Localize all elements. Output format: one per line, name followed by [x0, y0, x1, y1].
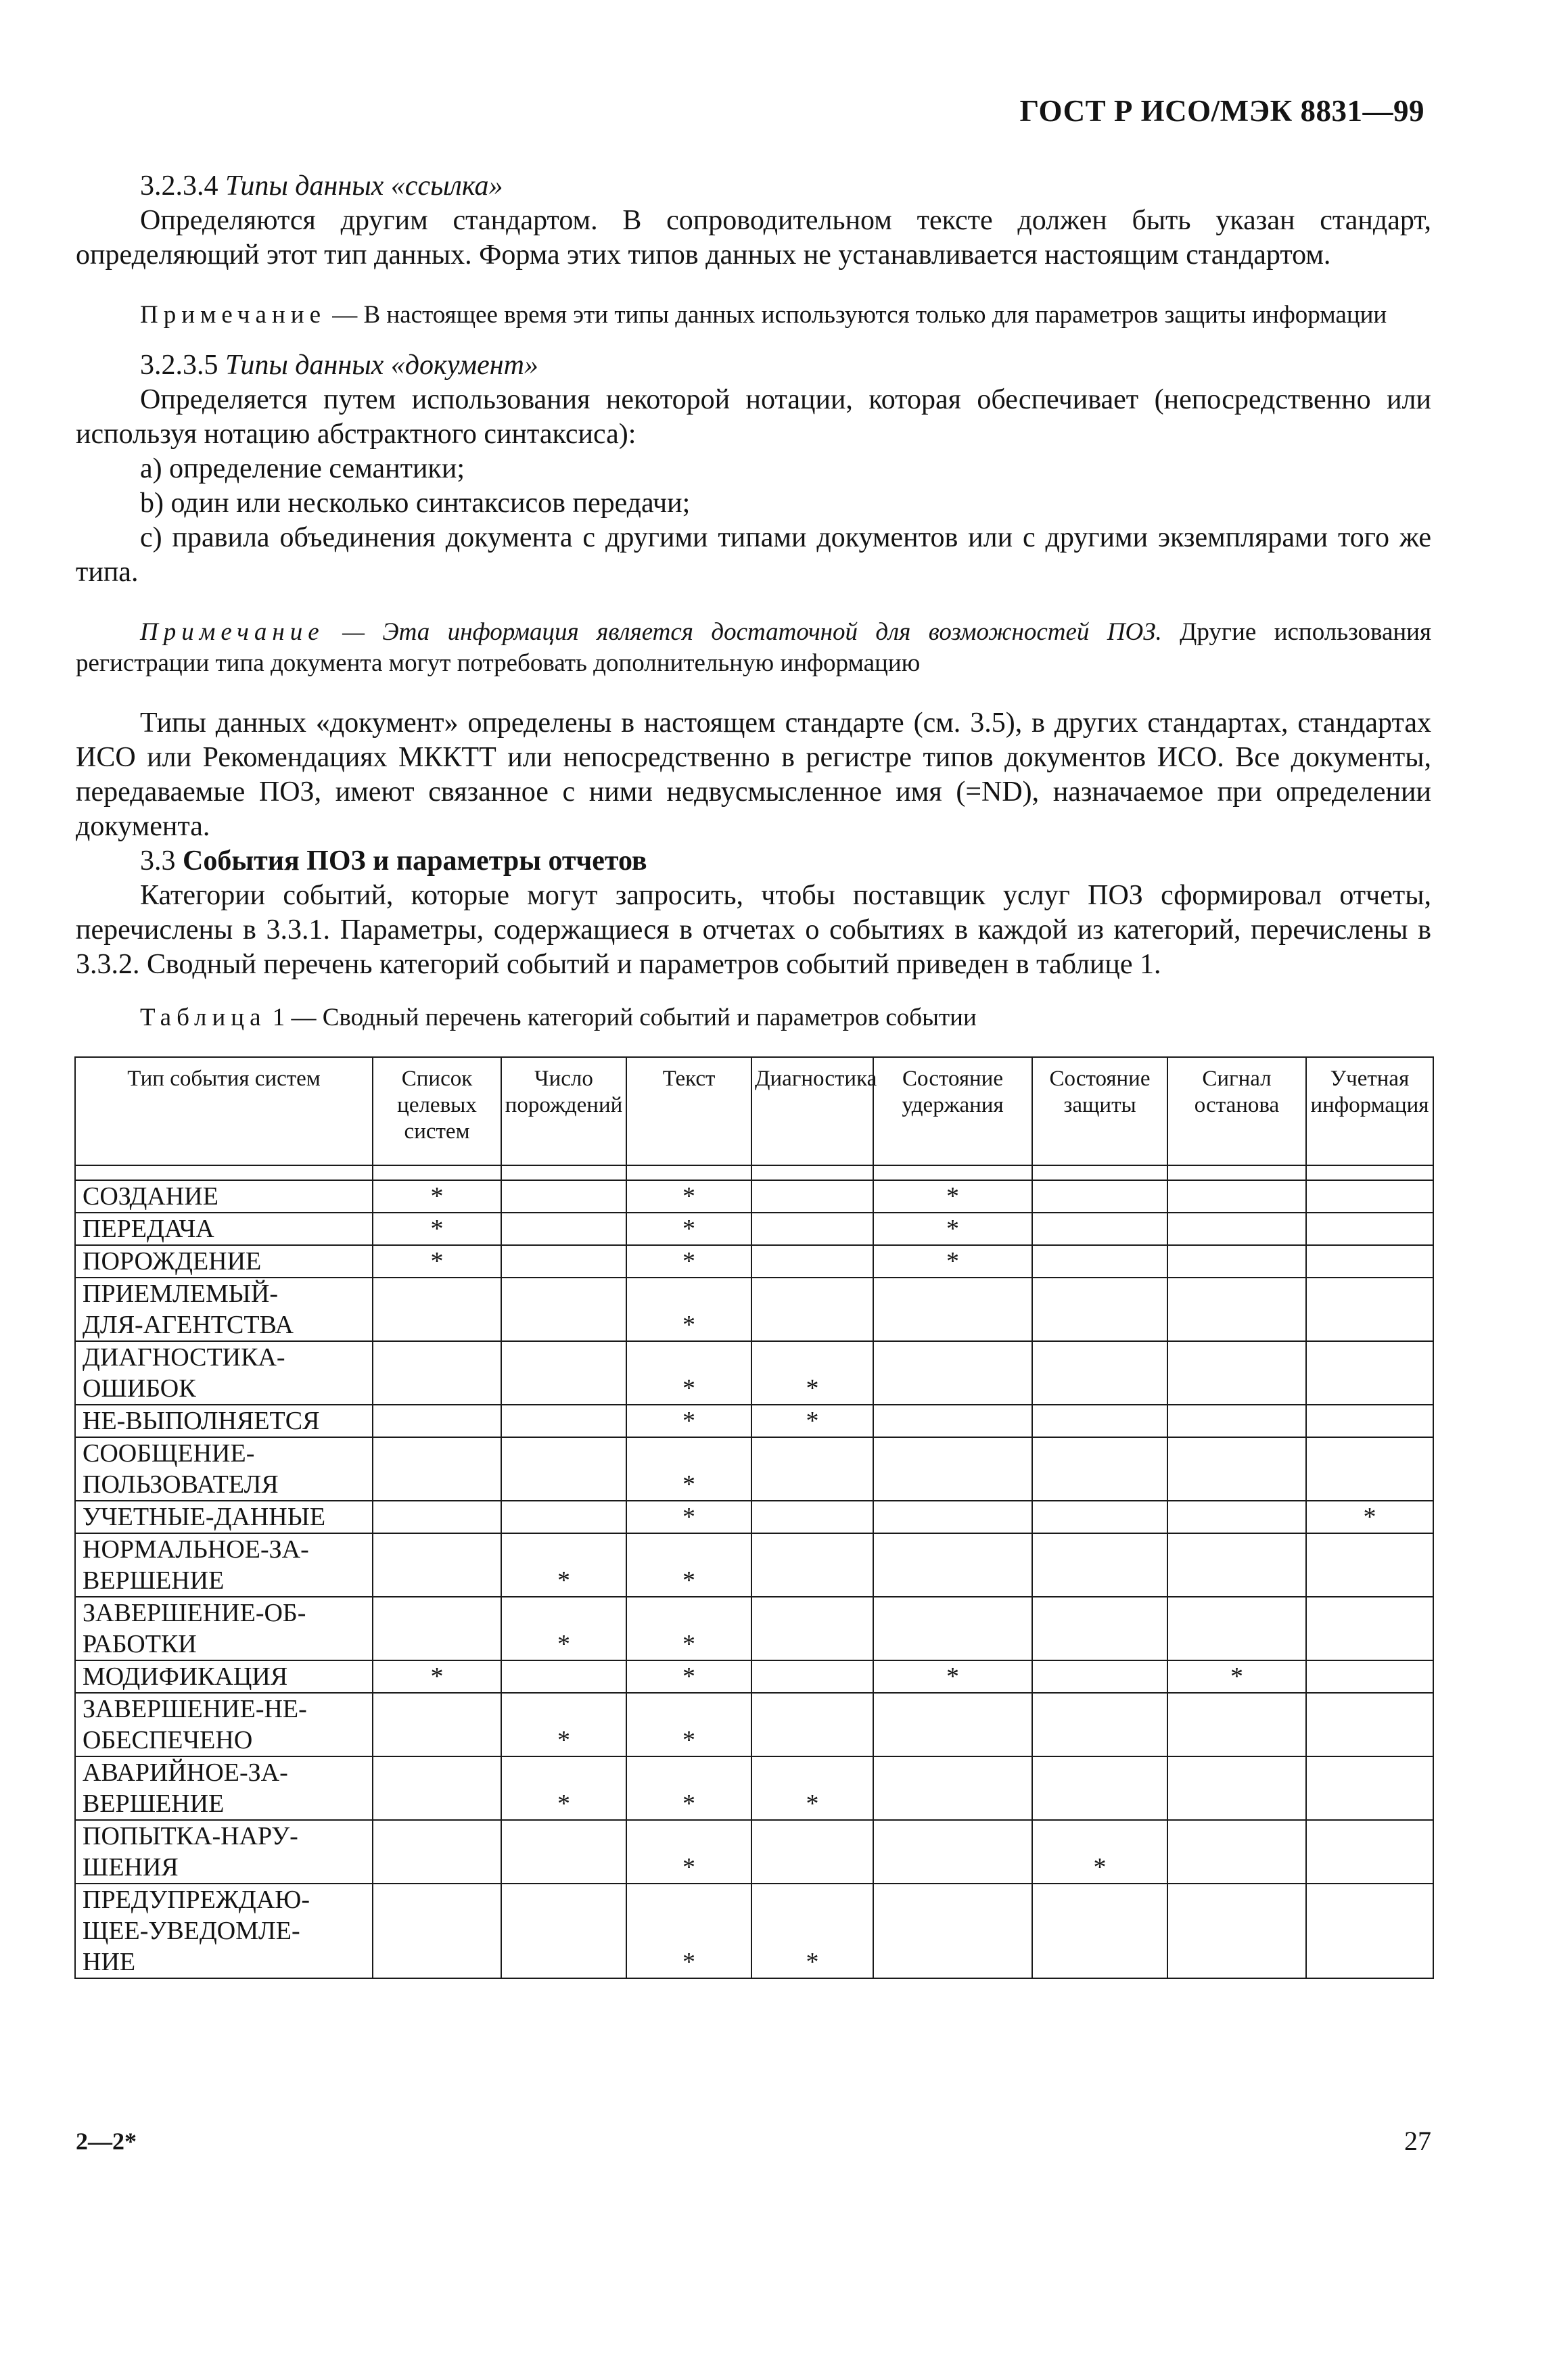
event-type-line: ОШИБОК	[83, 1374, 196, 1403]
table-spacer-row	[75, 1165, 1433, 1180]
parameter-mark-cell: *	[626, 1660, 751, 1693]
table-row	[75, 1597, 1433, 1660]
event-type-line: ВЕРШЕНИЕ	[83, 1566, 225, 1595]
table-row	[75, 1213, 1433, 1245]
event-type-line: ПРИЕМЛЕМЫЙ-	[83, 1280, 279, 1308]
parameter-mark-cell: *	[873, 1660, 1032, 1693]
spacer-cell	[501, 1165, 626, 1180]
parameter-mark-cell	[373, 1278, 501, 1341]
parameter-mark-cell: *	[373, 1213, 501, 1245]
parameter-mark-cell: *	[626, 1533, 751, 1597]
column-header: Диагностика	[751, 1057, 873, 1165]
section-3-2-3-4-body: Определяются другим стандартом. В сопроводительном тексте должен быть указан стандарт, определяющий этот тип данных. Форма этих типов данных не устанавливается настоящим стандартом.	[76, 205, 1431, 271]
note-italic-text: — Эта информация является достаточной для возможностей ПОЗ.	[324, 618, 1162, 646]
document-header: ГОСТ Р ИСО/МЭК 8831—99	[1019, 94, 1424, 128]
event-type-line: НОРМАЛЬНОЕ-ЗА-	[83, 1535, 309, 1564]
parameter-mark-cell	[1306, 1341, 1433, 1405]
spacer-cell	[1306, 1165, 1433, 1180]
spacer-cell	[1032, 1165, 1167, 1180]
parameter-mark-cell	[873, 1756, 1032, 1820]
parameter-mark-cell	[1032, 1278, 1167, 1341]
event-type-cell	[75, 1341, 373, 1405]
table-row	[75, 1820, 1433, 1884]
note-text: — В настоящее время эти типы данных используются только для параметров защиты информации	[326, 301, 1387, 329]
table-row	[75, 1405, 1433, 1437]
event-type-line: ДИАГНОСТИКА-	[83, 1343, 285, 1372]
parameter-mark-cell	[1167, 1820, 1306, 1884]
event-type-cell	[75, 1597, 373, 1660]
parameter-mark-cell	[873, 1693, 1032, 1756]
section-title: Типы данных «ссылка»	[225, 170, 503, 202]
parameter-mark-cell	[1167, 1341, 1306, 1405]
table-row	[75, 1245, 1433, 1278]
parameter-mark-cell	[1032, 1660, 1167, 1693]
section-number: 3.3	[140, 845, 176, 877]
parameter-mark-cell	[1167, 1245, 1306, 1278]
parameter-mark-cell	[873, 1501, 1032, 1533]
parameter-mark-cell	[1167, 1278, 1306, 1341]
parameter-mark-cell	[1167, 1884, 1306, 1978]
parameter-mark-cell	[751, 1245, 873, 1278]
section-title: Типы данных «документ»	[225, 350, 538, 381]
parameter-mark-cell: *	[1032, 1820, 1167, 1884]
parameter-mark-cell: *	[501, 1597, 626, 1660]
column-header: Тип события систем	[75, 1057, 373, 1165]
parameter-mark-cell	[1167, 1501, 1306, 1533]
event-type-cell	[75, 1660, 373, 1693]
parameter-mark-cell	[1306, 1437, 1433, 1501]
table-row	[75, 1884, 1433, 1978]
list-item-a: a) определение семантики;	[140, 453, 465, 484]
table-row	[75, 1180, 1433, 1213]
parameter-mark-cell	[1032, 1180, 1167, 1213]
event-type-line: НЕ-ВЫПОЛНЯЕТСЯ	[83, 1407, 320, 1435]
parameter-mark-cell	[751, 1213, 873, 1245]
document-types-paragraph: Типы данных «документ» определены в настоящем стандарте (см. 3.5), в других стандартах, стандартах ИСО или Рекомендациях МККТТ или непосредственно в регистре типов документов ИСО. Все документы, передаваемые ПОЗ, имеют связанное с ними недвусмысленное имя (=ND), назначаемое при определении документа.	[76, 707, 1431, 842]
event-type-line: ПОПЫТКА-НАРУ-	[83, 1822, 298, 1850]
spacer-cell	[1167, 1165, 1306, 1180]
section-3-2-3-5-heading	[76, 348, 1431, 383]
parameter-mark-cell	[1032, 1405, 1167, 1437]
parameter-mark-cell	[1306, 1213, 1433, 1245]
list-item-c: c) правила объединения документа с другими типами документов или с другими экземплярами того же типа.	[76, 522, 1431, 588]
table-caption-text: 1 — Сводный перечень категорий событий и параметров событии	[266, 1004, 977, 1031]
parameter-mark-cell	[751, 1693, 873, 1756]
section-3-3-heading	[76, 844, 1431, 879]
section-number: 3.2.3.4	[140, 170, 218, 202]
parameter-mark-cell	[373, 1341, 501, 1405]
note-text: Другие использования регистрации типа документа могут потребовать дополнительную информацию	[76, 618, 1431, 677]
event-type-cell	[75, 1405, 373, 1437]
event-type-line: АВАРИЙНОЕ-ЗА-	[83, 1758, 288, 1787]
parameter-mark-cell	[1032, 1693, 1167, 1756]
event-type-line: ПОРОЖДЕНИЕ	[83, 1247, 262, 1276]
parameter-mark-cell	[1167, 1437, 1306, 1501]
parameter-mark-cell: *	[626, 1341, 751, 1405]
parameter-mark-cell	[1032, 1756, 1167, 1820]
event-type-cell	[75, 1693, 373, 1756]
event-type-line: ПОЛЬЗОВАТЕЛЯ	[83, 1470, 279, 1499]
table-caption	[76, 1002, 1431, 1033]
list-item-b: b) один или несколько синтаксисов передачи;	[140, 488, 691, 519]
table-row	[75, 1533, 1433, 1597]
parameter-mark-cell	[751, 1278, 873, 1341]
parameter-mark-cell	[373, 1884, 501, 1978]
parameter-mark-cell	[501, 1660, 626, 1693]
section-3-3-body: Категории событий, которые могут запросить, чтобы поставщик услуг ПОЗ сформировал отчеты, перечислены в 3.3.1. Параметры, содержащиеся в отчетах о событиях в каждой из категорий, перечислены в 3.3.2. Сводный перечень категорий событий и параметров событий приведен в таблице 1.	[76, 880, 1431, 980]
event-type-line: ЩЕЕ-УВЕДОМЛЕ-	[83, 1917, 300, 1945]
column-header: Состояние удержания	[873, 1057, 1032, 1165]
parameter-mark-cell	[1032, 1437, 1167, 1501]
parameter-mark-cell	[1167, 1180, 1306, 1213]
event-type-line: ДЛЯ-АГЕНТСТВА	[83, 1311, 294, 1339]
parameter-mark-cell: *	[751, 1884, 873, 1978]
parameter-mark-cell: *	[626, 1501, 751, 1533]
note-label: Примечание	[140, 618, 325, 646]
event-type-cell	[75, 1756, 373, 1820]
parameter-mark-cell	[373, 1533, 501, 1597]
parameter-mark-cell	[501, 1278, 626, 1341]
parameter-mark-cell: *	[873, 1213, 1032, 1245]
event-type-line: РАБОТКИ	[83, 1630, 197, 1658]
parameter-mark-cell	[751, 1597, 873, 1660]
parameter-mark-cell: *	[373, 1660, 501, 1693]
parameter-mark-cell	[373, 1693, 501, 1756]
event-type-cell	[75, 1278, 373, 1341]
table-row	[75, 1660, 1433, 1693]
parameter-mark-cell	[1032, 1501, 1167, 1533]
table-row	[75, 1693, 1433, 1756]
parameter-mark-cell: *	[751, 1756, 873, 1820]
parameter-mark-cell	[873, 1437, 1032, 1501]
parameter-mark-cell	[873, 1820, 1032, 1884]
parameter-mark-cell	[751, 1533, 873, 1597]
parameter-mark-cell	[501, 1245, 626, 1278]
parameter-mark-cell	[1167, 1756, 1306, 1820]
column-header: Состояние защиты	[1032, 1057, 1167, 1165]
parameter-mark-cell	[1167, 1213, 1306, 1245]
parameter-mark-cell	[1167, 1533, 1306, 1597]
parameter-mark-cell: *	[626, 1245, 751, 1278]
event-type-line: ОБЕСПЕЧЕНО	[83, 1726, 253, 1754]
table-row	[75, 1437, 1433, 1501]
parameter-mark-cell	[873, 1597, 1032, 1660]
section-number: 3.2.3.5	[140, 350, 218, 381]
parameter-mark-cell	[751, 1180, 873, 1213]
page-number: 27	[1404, 2126, 1431, 2156]
parameter-mark-cell: *	[1306, 1501, 1433, 1533]
event-type-line: ЗАВЕРШЕНИЕ-НЕ-	[83, 1695, 307, 1723]
parameter-mark-cell: *	[626, 1820, 751, 1884]
event-type-cell	[75, 1820, 373, 1884]
parameter-mark-cell: *	[501, 1693, 626, 1756]
footer-sheet-mark: 2—2*	[76, 2128, 137, 2155]
spacer-cell	[75, 1165, 373, 1180]
parameter-mark-cell	[873, 1533, 1032, 1597]
spacer-cell	[626, 1165, 751, 1180]
parameter-mark-cell	[873, 1278, 1032, 1341]
parameter-mark-cell: *	[751, 1405, 873, 1437]
parameter-mark-cell: *	[873, 1180, 1032, 1213]
parameter-mark-cell	[373, 1405, 501, 1437]
parameter-mark-cell	[501, 1884, 626, 1978]
column-header: Текст	[626, 1057, 751, 1165]
parameter-mark-cell	[873, 1341, 1032, 1405]
parameter-mark-cell	[501, 1501, 626, 1533]
parameter-mark-cell	[373, 1501, 501, 1533]
event-type-cell	[75, 1437, 373, 1501]
table-row	[75, 1278, 1433, 1341]
parameter-mark-cell	[501, 1180, 626, 1213]
parameter-mark-cell: *	[626, 1884, 751, 1978]
event-type-line: МОДИФИКАЦИЯ	[83, 1662, 288, 1691]
parameter-mark-cell: *	[626, 1278, 751, 1341]
table-header-row	[75, 1057, 1433, 1165]
parameter-mark-cell	[1306, 1180, 1433, 1213]
parameter-mark-cell	[1032, 1884, 1167, 1978]
events-summary-table	[74, 1056, 1434, 1979]
parameter-mark-cell	[373, 1437, 501, 1501]
parameter-mark-cell	[1306, 1405, 1433, 1437]
event-type-line: ШЕНИЯ	[83, 1853, 179, 1882]
table-caption-label: Таблица	[140, 1004, 266, 1031]
event-type-line: СОЗДАНИЕ	[83, 1182, 218, 1211]
parameter-mark-cell: *	[1167, 1660, 1306, 1693]
document-body	[76, 169, 1431, 1979]
parameter-mark-cell: *	[501, 1533, 626, 1597]
event-type-line: ПЕРЕДАЧА	[83, 1215, 214, 1243]
note-label: Примечание	[140, 301, 326, 329]
parameter-mark-cell	[1306, 1693, 1433, 1756]
parameter-mark-cell	[1306, 1756, 1433, 1820]
parameter-mark-cell	[1306, 1820, 1433, 1884]
parameter-mark-cell	[873, 1405, 1032, 1437]
parameter-mark-cell: *	[626, 1213, 751, 1245]
parameter-mark-cell	[501, 1213, 626, 1245]
parameter-mark-cell	[1032, 1341, 1167, 1405]
event-type-cell	[75, 1213, 373, 1245]
parameter-mark-cell: *	[626, 1597, 751, 1660]
parameter-mark-cell	[373, 1597, 501, 1660]
parameter-mark-cell	[1032, 1533, 1167, 1597]
note-1	[76, 300, 1431, 331]
parameter-mark-cell: *	[626, 1756, 751, 1820]
parameter-mark-cell: *	[373, 1245, 501, 1278]
parameter-mark-cell: *	[751, 1341, 873, 1405]
parameter-mark-cell	[1167, 1597, 1306, 1660]
parameter-mark-cell: *	[626, 1437, 751, 1501]
parameter-mark-cell	[501, 1341, 626, 1405]
spacer-cell	[373, 1165, 501, 1180]
table-row	[75, 1756, 1433, 1820]
parameter-mark-cell	[1032, 1597, 1167, 1660]
section-3-2-3-4-heading	[76, 169, 1431, 204]
parameter-mark-cell	[501, 1437, 626, 1501]
parameter-mark-cell	[751, 1437, 873, 1501]
parameter-mark-cell	[1306, 1278, 1433, 1341]
table-body	[75, 1165, 1433, 1978]
event-type-line: НИЕ	[83, 1948, 136, 1976]
table-row	[75, 1341, 1433, 1405]
parameter-mark-cell	[1306, 1884, 1433, 1978]
event-type-cell	[75, 1180, 373, 1213]
event-type-line: СООБЩЕНИЕ-	[83, 1439, 255, 1468]
parameter-mark-cell	[1306, 1245, 1433, 1278]
parameter-mark-cell: *	[626, 1405, 751, 1437]
event-type-cell	[75, 1501, 373, 1533]
event-type-line: ЗАВЕРШЕНИЕ-ОБ-	[83, 1599, 306, 1627]
parameter-mark-cell	[1032, 1213, 1167, 1245]
event-type-cell	[75, 1533, 373, 1597]
event-type-line: ПРЕДУПРЕЖДАЮ-	[83, 1886, 310, 1914]
section-3-2-3-5-body: Определяется путем использования некоторой нотации, которая обеспечивает (непосредственно или используя нотацию абстрактного синтаксиса):	[76, 384, 1431, 450]
parameter-mark-cell	[1306, 1597, 1433, 1660]
column-header: Учетная информация	[1306, 1057, 1433, 1165]
parameter-mark-cell	[1306, 1660, 1433, 1693]
note-2	[76, 617, 1431, 679]
table-row	[75, 1501, 1433, 1533]
column-header: Список целевых систем	[373, 1057, 501, 1165]
parameter-mark-cell	[751, 1820, 873, 1884]
section-title: События ПОЗ и параметры отчетов	[183, 845, 647, 877]
column-header: Сигнал останова	[1167, 1057, 1306, 1165]
parameter-mark-cell	[501, 1820, 626, 1884]
spacer-cell	[751, 1165, 873, 1180]
event-type-line: УЧЕТНЫЕ-ДАННЫЕ	[83, 1503, 326, 1531]
parameter-mark-cell: *	[373, 1180, 501, 1213]
parameter-mark-cell	[751, 1660, 873, 1693]
parameter-mark-cell	[501, 1405, 626, 1437]
parameter-mark-cell: *	[873, 1245, 1032, 1278]
parameter-mark-cell	[373, 1756, 501, 1820]
parameter-mark-cell: *	[626, 1180, 751, 1213]
parameter-mark-cell: *	[626, 1693, 751, 1756]
event-type-cell	[75, 1884, 373, 1978]
parameter-mark-cell	[373, 1820, 501, 1884]
parameter-mark-cell	[1167, 1693, 1306, 1756]
parameter-mark-cell: *	[501, 1756, 626, 1820]
spacer-cell	[873, 1165, 1032, 1180]
event-type-line: ВЕРШЕНИЕ	[83, 1790, 225, 1818]
parameter-mark-cell	[873, 1884, 1032, 1978]
event-type-cell	[75, 1245, 373, 1278]
parameter-mark-cell	[1032, 1245, 1167, 1278]
parameter-mark-cell	[751, 1501, 873, 1533]
parameter-mark-cell	[1167, 1405, 1306, 1437]
column-header: Число порождений	[501, 1057, 626, 1165]
parameter-mark-cell	[1306, 1533, 1433, 1597]
